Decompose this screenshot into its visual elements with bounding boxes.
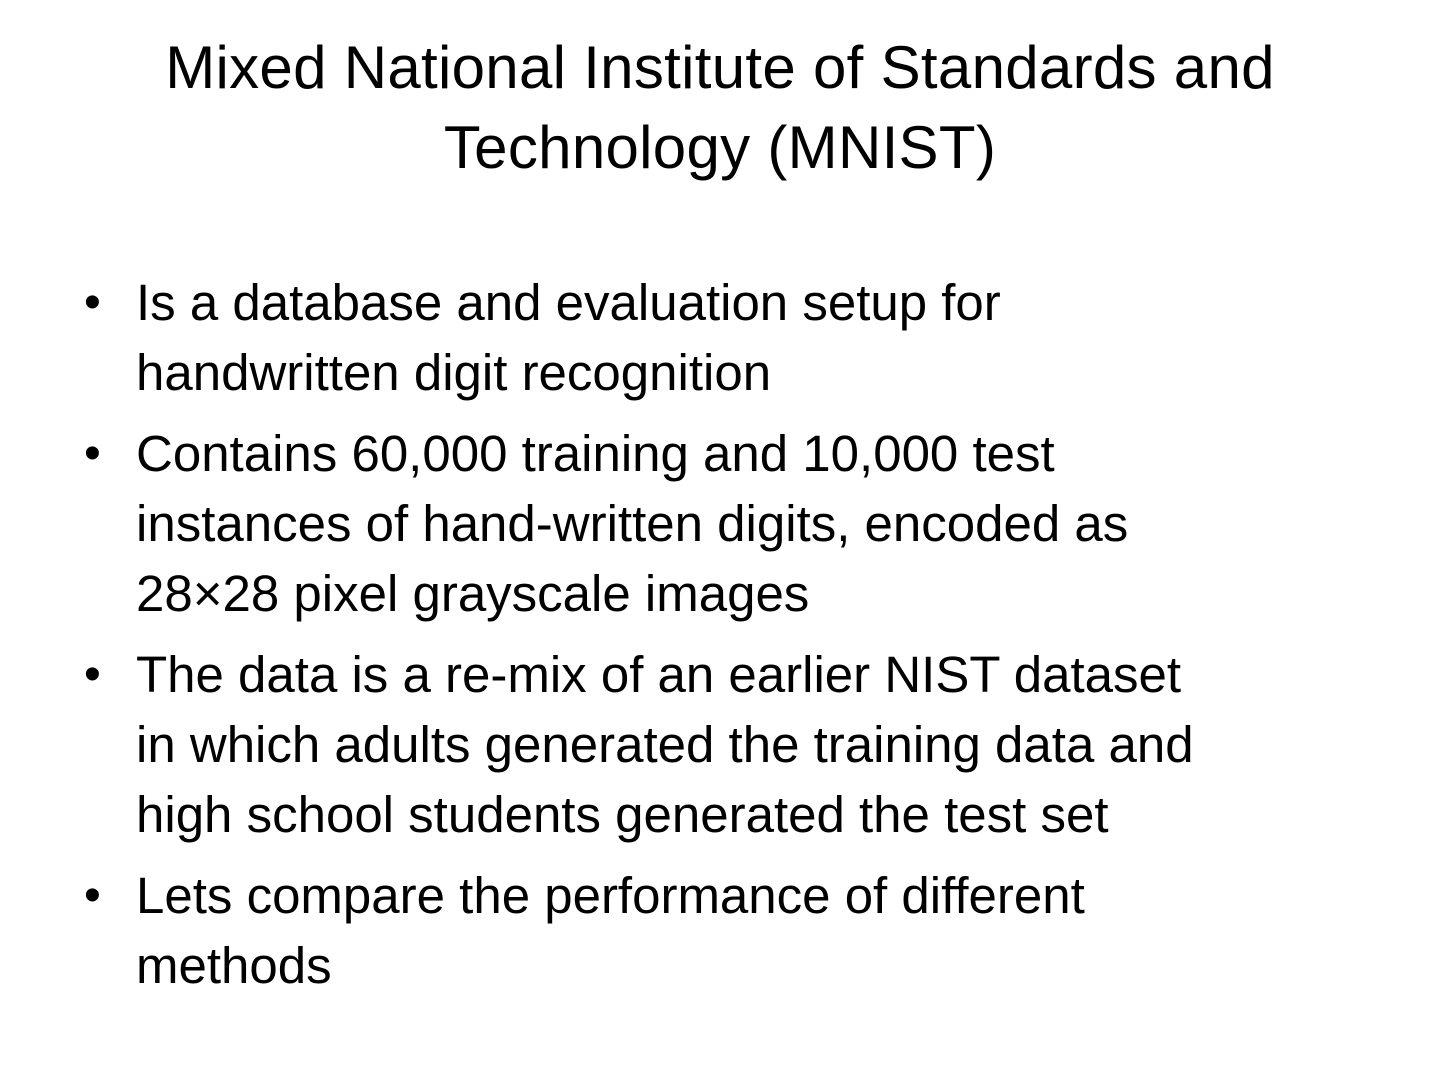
slide-title bbox=[80, 28, 1360, 188]
bullet-dot-icon: • bbox=[84, 427, 101, 480]
bullet-dot-icon: • bbox=[84, 869, 101, 922]
bullet-item-2 bbox=[84, 419, 1384, 629]
bullet-text-line: Lets compare the performance of different bbox=[136, 867, 1085, 924]
bullet-item-4 bbox=[84, 861, 1384, 1001]
bullet-text-line: The data is a re-mix of an earlier NIST dataset bbox=[136, 646, 1182, 703]
bullet-text-line: Contains 60,000 training and 10,000 test bbox=[136, 425, 1055, 482]
bullet-item-1 bbox=[84, 268, 1384, 408]
title-line-1: Mixed National Institute of Standards and bbox=[165, 34, 1275, 101]
bullet-list bbox=[84, 268, 1384, 1012]
bullet-text-line: 28×28 pixel grayscale images bbox=[136, 565, 810, 622]
title-line-2: Technology (MNIST) bbox=[443, 114, 997, 181]
bullet-text-line: high school students generated the test set bbox=[136, 786, 1109, 843]
bullet-text-line: methods bbox=[136, 937, 332, 994]
bullet-text-line: in which adults generated the training data and bbox=[136, 716, 1194, 773]
bullet-dot-icon: • bbox=[84, 276, 101, 329]
bullet-text-line: handwritten digit recognition bbox=[136, 344, 772, 401]
bullet-dot-icon: • bbox=[84, 648, 101, 701]
bullet-text-line: Is a database and evaluation setup for bbox=[136, 274, 1001, 331]
bullet-text-line: instances of hand-written digits, encoded as bbox=[136, 495, 1129, 552]
bullet-item-3 bbox=[84, 640, 1384, 850]
